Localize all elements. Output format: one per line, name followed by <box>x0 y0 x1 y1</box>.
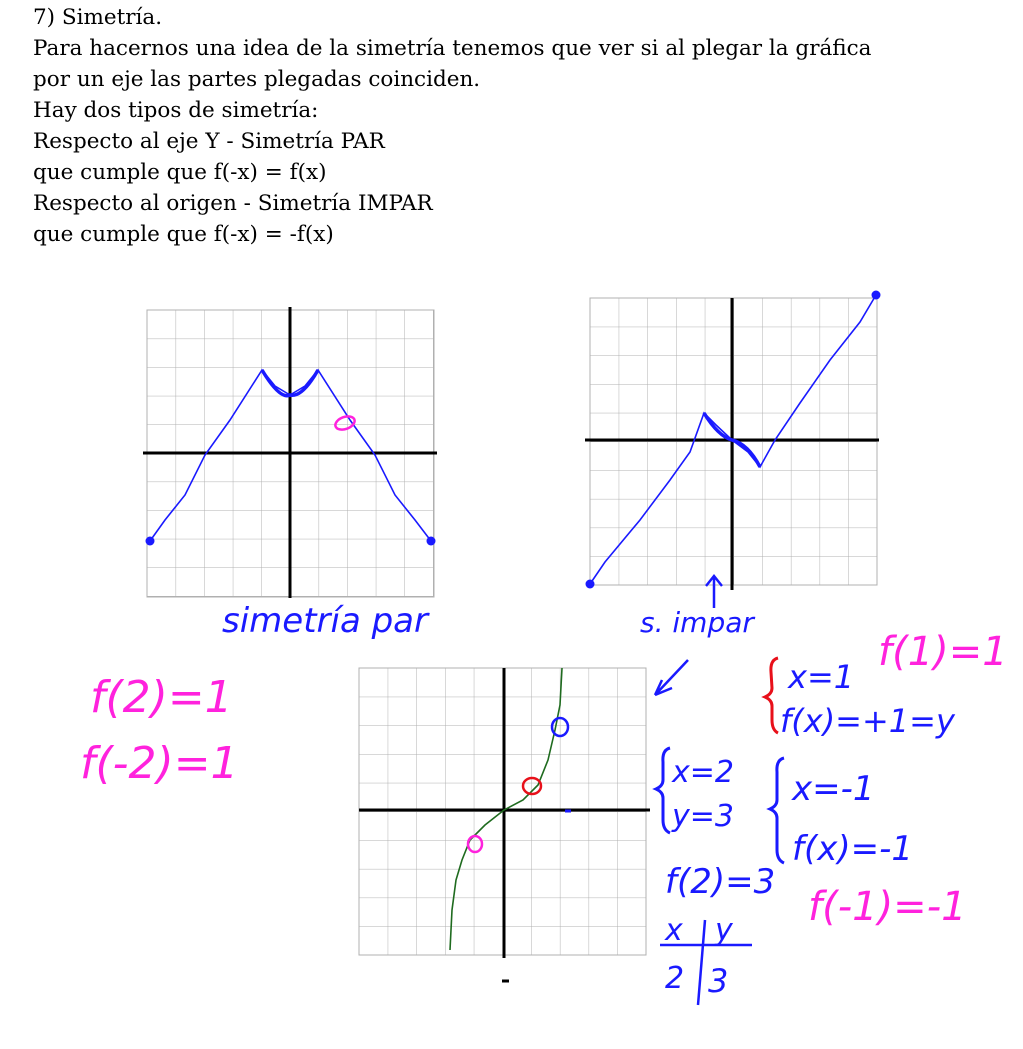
graph-even-symmetry <box>143 307 437 598</box>
endpoint-top-right <box>872 291 881 300</box>
table-header-x: x <box>665 913 683 948</box>
graph-odd-symmetry <box>585 291 881 609</box>
endpoint-bottom-left <box>586 580 595 589</box>
graph-odd-example <box>359 660 688 981</box>
brace-red <box>765 658 778 733</box>
table-cell-2: 2 <box>665 961 685 996</box>
system3-f: f(x)=-1 <box>792 829 914 869</box>
table-vline <box>698 920 705 1005</box>
annotation-fm1: f(-1)=-1 <box>808 884 967 930</box>
annotation-fm2: f(-2)=1 <box>80 738 239 789</box>
system2-y: y=3 <box>672 799 734 834</box>
paragraph-line-2: por un eje las partes plegadas coinciden. <box>33 67 481 92</box>
endpoint-right <box>427 537 436 546</box>
odd-symmetry-condition: que cumple que f(-x) = -f(x) <box>33 222 334 247</box>
arrow-icon <box>655 660 688 695</box>
endpoint-left <box>146 537 155 546</box>
annotation-f2-eq-3: f(2)=3 <box>665 862 776 902</box>
table-header-y: y <box>715 913 733 948</box>
table-cell-3: 3 <box>708 962 729 1000</box>
brace-blue-1 <box>656 748 670 833</box>
brace-blue-2 <box>770 758 784 863</box>
annotation-f1: f(1)=1 <box>878 629 1008 675</box>
types-intro: Hay dos tipos de simetría: <box>33 98 319 123</box>
caption-odd: s. impar <box>640 606 754 639</box>
paragraph-line-1: Para hacernos una idea de la simetría tenemos que ver si al plegar la gráfica <box>33 36 872 61</box>
system2-x: x=2 <box>672 755 734 790</box>
even-symmetry-condition: que cumple que f(-x) = f(x) <box>33 160 327 185</box>
system1-f: f(x)=+1=y <box>780 702 955 740</box>
system1-x: x=1 <box>788 658 855 696</box>
annotation-f2: f(2)=1 <box>90 672 233 723</box>
odd-symmetry-definition: Respecto al origen - Simetría IMPAR <box>33 191 433 216</box>
section-heading: 7) Simetría. <box>33 5 163 30</box>
system3-x: x=-1 <box>792 769 875 809</box>
caption-even: simetría par <box>222 601 428 641</box>
even-symmetry-definition: Respecto al eje Y - Simetría PAR <box>33 129 385 154</box>
